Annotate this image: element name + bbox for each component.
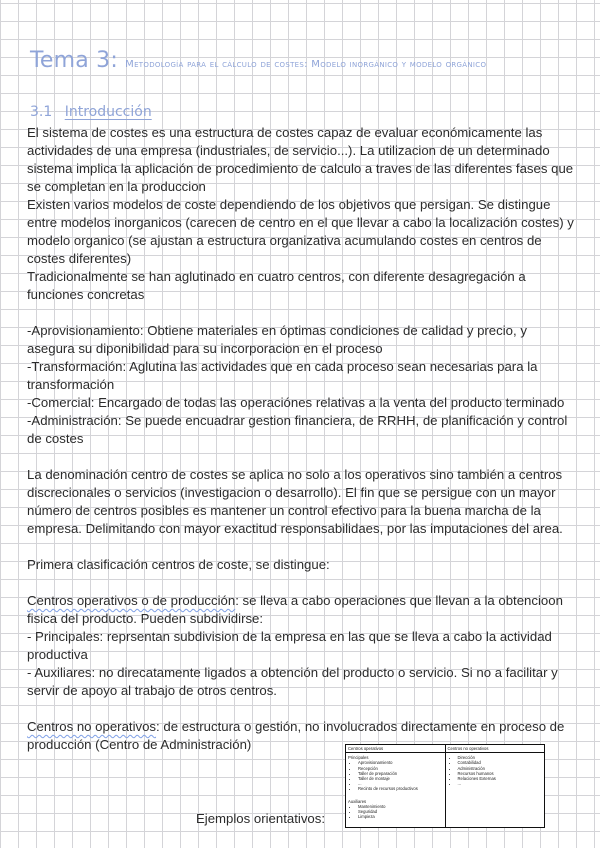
paragraph-centro-costes: La denominación centro de costes se aplica no solo a los operativos sino también a centros discrecionales o servicios (investigacion o desarrollo). El fin que se persigue con un mayor número de centros posibles es mantener un control efectivo para la buena marcha de la empresa. Delimitando con mayor exactitud responsabilidaes, por las imputaciones del area. bbox=[27, 467, 563, 536]
table-header-operativos: Centros operativos bbox=[346, 746, 445, 753]
spacer bbox=[348, 792, 443, 798]
highlight-centros-no-operativos: Centros no operativos bbox=[27, 719, 157, 734]
list-item: • Seguridad bbox=[358, 809, 443, 814]
list-item: • Recepción bbox=[358, 766, 443, 771]
table-column-operativos bbox=[346, 745, 445, 827]
list-item: • Mantenimiento bbox=[358, 804, 443, 809]
list-item: • Dirección bbox=[458, 755, 543, 760]
paragraph-traditional: Tradicionalmente se han aglutinado en cuatro centros, con diferente desagregación a funciones concretas bbox=[27, 269, 526, 302]
examples-label: Ejemplos orientativos: bbox=[196, 811, 326, 826]
paragraph-models: Existen varios modelos de coste dependiendo de los objetivos que persigan. Se distingue entre modelos inorganicos (carecen de centro en el que llevar a cabo la localización costes) y modelo organico (se ajustan a estructura organizativa acumulando costes en centros de costes diferentes) bbox=[27, 197, 574, 266]
table-header-no-operativos: Centros no operativos bbox=[446, 746, 545, 753]
spacer bbox=[27, 304, 575, 322]
centros-no-operativos-text: : de estructura o gestión, no involucrados directamente en proceso de producción (Centro de Administración) bbox=[27, 719, 565, 752]
title-subtitle: Metodología para el cálculo de costes: Modelo inorgánico y modelo orgánico bbox=[125, 59, 487, 70]
highlight-centros-operativos: Centros operativos o de producción bbox=[27, 593, 236, 608]
list-item: • Administración bbox=[458, 766, 543, 771]
list-item: • Aprovisionamiento bbox=[358, 760, 443, 765]
table-group-principales: Principales bbox=[348, 755, 369, 761]
list-item-aprovisionamiento: -Aprovisionamiento: Obtiene materiales en óptimas condiciones de calidad y precio, y asegura su diponibilidad para su incorporacion en el proceso bbox=[27, 323, 527, 356]
spacer bbox=[27, 574, 575, 592]
list-item: • Limpieza bbox=[358, 814, 443, 819]
spacer bbox=[27, 538, 575, 556]
paragraph-clasificacion: Primera clasificación centros de coste, se distingue: bbox=[27, 557, 330, 572]
body-text bbox=[27, 124, 575, 754]
paragraph-intro: El sistema de costes es una estructura de costes capaz de evaluar económicamente las actividades de una empresa (industriales, de servicio...). La utilizacion de un determinado sistema implica la aplicación de procedimiento de calculo a traves de las diferentes fases que se completan en la produccion bbox=[27, 125, 574, 194]
list-item: • Taller de preparación bbox=[358, 771, 443, 776]
table-group-auxiliares: Auxiliares bbox=[348, 798, 367, 804]
centros-operativos-text: : se lleva a cabo operaciones que llevan a la obtencioon fisica del producto. Pueden subdividirse: bbox=[27, 593, 563, 626]
list-item: • Recursos humanos bbox=[458, 771, 543, 776]
list-item: • Contabilidad bbox=[458, 760, 543, 765]
list-item: • Taller de montaje bbox=[358, 776, 443, 781]
list-item-comercial: -Comercial: Encargado de todas las operaciónes relativas a la venta del producto terminado bbox=[27, 395, 565, 410]
list-item-principales: - Principales: reprsentan subdivision de la empresa en las que se lleva a cabo la actividad productiva bbox=[27, 629, 552, 662]
list-item-administracion: -Administración: Se puede encuadrar gestion financiera, de RRHH, de planificación y control de costes bbox=[27, 413, 568, 446]
title-main: Tema 3: bbox=[30, 48, 118, 73]
list-item: • Relaciones Externas bbox=[458, 776, 543, 781]
list-item-auxiliares: - Auxiliares: no direcatamente ligados a obtención del producto o servicio. Si no a facilitar y servir de apoyo al trabajo de otros centros. bbox=[27, 665, 558, 698]
examples-table bbox=[345, 744, 545, 828]
list-item: • ... bbox=[358, 781, 443, 786]
list-item: • Recinto de recursos productivos bbox=[358, 786, 443, 791]
list-item-transformacion: -Transformación: Aglutina las actividades que en cada proceso sean necesarias para la transformación bbox=[27, 359, 538, 392]
page-title bbox=[30, 48, 486, 73]
table-column-no-operativos bbox=[445, 745, 545, 827]
section-heading bbox=[30, 104, 152, 120]
section-number: 3.1 bbox=[30, 104, 53, 120]
spacer bbox=[27, 700, 575, 718]
list-item: • ... bbox=[458, 781, 543, 786]
section-label: Introducción bbox=[64, 104, 152, 120]
spacer bbox=[27, 448, 575, 466]
paragraph-centros-operativos bbox=[27, 592, 575, 628]
